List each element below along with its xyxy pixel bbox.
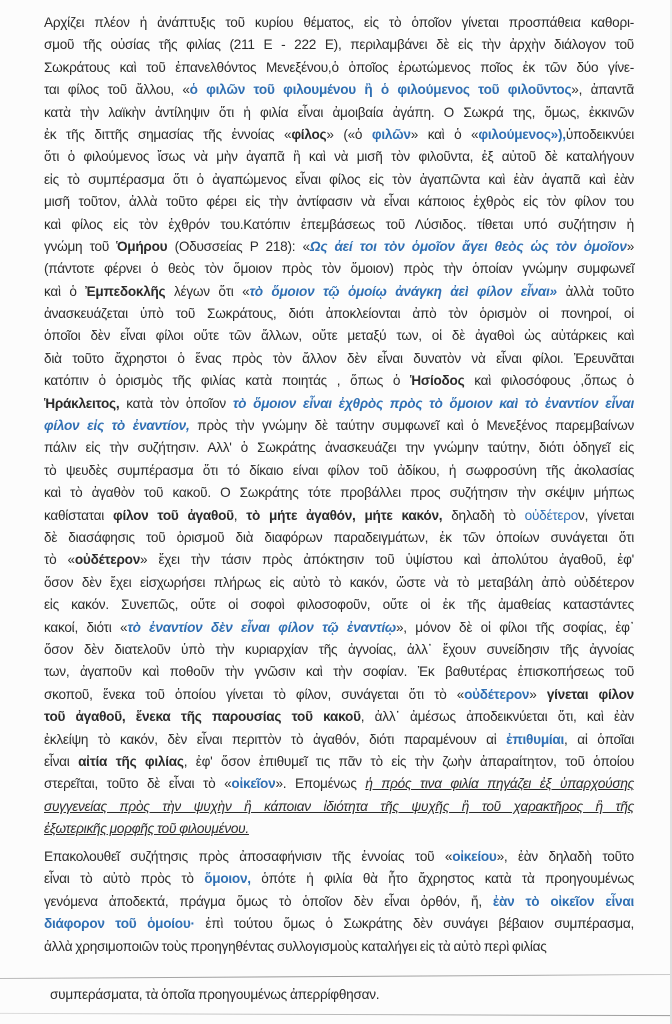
text-line bbox=[44, 868, 634, 890]
emphasized-text: τοῦ ἀγαθοῦ, ἕνεκα τῆς παρουσίας τοῦ κακοῦ bbox=[44, 709, 361, 725]
text-segment: ἀλλὰ τοῦτο bbox=[556, 283, 635, 299]
text-segment: καὶ ὁ bbox=[44, 283, 86, 299]
highlighted-quote: οἰκείου bbox=[452, 849, 497, 864]
emphasized-text: οὐδέτερον bbox=[74, 552, 141, 568]
emphasized-text: ἡ πρός τινα φιλία πηγάζει ἐξ ὑπαρχούσης bbox=[365, 776, 634, 792]
text-segment: (πάντοτε φέρνει ὁ θεὸς τὸν ὅμοιον πρὸς τὸν ὅμοιον) πρὸς τὴν ὁποίαν γνώμην συμφωνεῖ bbox=[44, 261, 634, 277]
text-segment: ὁποῖοι δὲν εἶναι φίλοι οὔτε τῶν ἄλλων, οὔτε μεταξύ των, οἱ δὲ ἀγαθοὶ ὡς αὐτάρκεις καὶ bbox=[44, 328, 634, 344]
text-segment: καὶ φιλοσόφους ,ὅπως ὁ bbox=[464, 373, 634, 389]
text-line bbox=[44, 617, 634, 639]
text-line bbox=[44, 572, 634, 594]
text-segment: εἰς τὸ συμπέρασμα ὅτι ὁ ἀγαπώμενος εἶναι φίλος εἰς τὸν ἀγαπῶντα καὶ ἐὰν ἀγαπᾶ καὶ ἐὰν bbox=[44, 171, 634, 187]
text-segment: εἶναι τὸ αὐτὸ πρὸς τὸ bbox=[44, 871, 205, 887]
page-fold-line bbox=[0, 974, 672, 979]
text-line bbox=[44, 325, 634, 347]
text-segment: κατὰ τὸν ὁποῖον bbox=[119, 395, 233, 411]
text-segment: » bbox=[529, 686, 547, 702]
text-segment: εἰς κακόν. Συνεπῶς, οὔτε οἱ σοφοὶ φιλοσοφοῦν, οὔτε οἱ ἐκ τῆς ἀμαθείας καταστάντες bbox=[44, 597, 634, 613]
text-segment: γνώμη τοῦ bbox=[44, 238, 117, 254]
text-line bbox=[44, 415, 634, 437]
highlighted-quote: ὅμοιον, bbox=[204, 871, 251, 887]
text-line bbox=[44, 661, 634, 683]
text-segment: σκοποῦ, ἕνεκα τοῦ ὁποίου γίνεται τὸ φίλον, συνάγεται ὅτι τὸ « bbox=[44, 686, 465, 702]
text-segment: », ἀπαντᾶ bbox=[571, 82, 635, 98]
emphasized-text: γίνεται φίλον bbox=[546, 686, 634, 702]
text-line bbox=[44, 936, 634, 958]
text-line bbox=[44, 639, 634, 661]
text-segment: » bbox=[626, 238, 634, 254]
text-line bbox=[44, 549, 634, 571]
text-segment: ὑποδεικνύει bbox=[565, 126, 634, 142]
highlighted-quote: οἰκεῖον bbox=[231, 776, 276, 792]
text-line bbox=[44, 437, 634, 459]
text-line bbox=[44, 79, 634, 101]
text-line bbox=[44, 505, 634, 527]
text-line bbox=[50, 984, 630, 1006]
text-segment: γενόμενα ἀποδεκτά, πράγμα ὅμως τὸ ὁποῖον δὲν εἶναι ὀρθόν, ἤ, bbox=[44, 893, 493, 909]
paragraph-conclusion bbox=[50, 984, 630, 1006]
text-line bbox=[44, 12, 634, 34]
text-segment: τὸ « bbox=[44, 552, 75, 568]
text-segment: καὶ φίλος εἰς τὸν ἐχθρόν του.Κατόπιν ἐπεμβάσεως τοῦ Λύσιδος. τίθεται υπό συζήτησιν ἡ bbox=[44, 216, 634, 232]
text-line bbox=[44, 169, 634, 191]
text-segment: εἶναι bbox=[44, 753, 79, 769]
paragraph-oikeion bbox=[44, 846, 634, 958]
text-segment: », ἐὰν δηλαδὴ τοῦτο bbox=[496, 849, 634, 864]
highlighted-quote: οὐδέτερον bbox=[464, 686, 530, 702]
text-segment: » ἔχει τὴν τάσιν πρὸς ἀπόκτησιν τοῦ ὑψίστου καὶ ἀπολύτου ἀγαθοῦ, ἐφ' bbox=[140, 552, 634, 568]
highlighted-quote: ἐπιθυμίαι bbox=[506, 731, 565, 747]
text-segment: κατὰ τὴν λαϊκὴν ἀντίληψιν ὅτι ἡ φιλία εἶναι ἀμοιβαία ἀγάπη. Ο Σωκρά της, ὅμως, ἐκκινῶν bbox=[44, 104, 634, 120]
text-segment: » («ὁ bbox=[326, 126, 372, 142]
text-segment: στερεῖται, τοῦτο δὲ εἶναι τὸ « bbox=[44, 776, 232, 792]
text-line bbox=[44, 236, 634, 258]
highlighted-quote: ἐὰν τὸ οἰκεῖον εἶναι bbox=[492, 893, 634, 909]
text-segment: κατόπιν ὁ ὁρισμὸς τῆς φιλίας κατὰ ποιητάς , ὅπως ὁ bbox=[44, 373, 411, 389]
emphasized-text: Ἡράκλειτος, bbox=[44, 395, 120, 411]
text-segment: των, ἀγαποῦν καὶ ποθοῦν τὴν γνῶσιν καὶ τὴν σοφίαν. Ἐκ βαθυτέρας ἐπισκοπήσεως τοῦ bbox=[44, 664, 634, 680]
text-segment: διὰ τοῦτο ἄχρηστοι ὁ ἕνας πρὸς τὸν ἄλλον δὲν εἶναι δυνατὸν νὰ εἶναι φίλοι. Ἐρευνᾶται bbox=[44, 350, 634, 366]
text-segment: ». Επομένως bbox=[275, 776, 366, 792]
text-line bbox=[44, 214, 634, 236]
text-line bbox=[44, 191, 634, 213]
text-line bbox=[44, 124, 634, 146]
highlighted-quote: φίλον εἰς τὸ ἐναντίον, bbox=[44, 418, 190, 434]
text-segment: ὁπότε ἡ φιλία θὰ ἦτο ἄχρηστος κατὰ τὰ προηγουμένως bbox=[250, 871, 634, 887]
text-segment: , αἱ ὁποῖαι bbox=[564, 731, 634, 747]
text-line bbox=[44, 684, 634, 706]
highlighted-quote: οὐδέτερο bbox=[524, 507, 579, 523]
text-segment: ἐκ τῆς διττῆς σημασίας τῆς ἐννοίας « bbox=[44, 126, 292, 142]
text-line bbox=[44, 818, 634, 840]
text-segment: ἀλλὰ χρησιμοποιῶν τοὺς προηγηθέντας συλλογισμοὺς καταλήγει εἰς τὰ αὐτὸ περὶ φιλίας bbox=[44, 938, 547, 954]
highlighted-quote: ὁ φιλῶν τοῦ φιλουμένου ἢ ὁ φιλούμενος τοῦ φιλοῦντος bbox=[189, 82, 572, 98]
text-segment: ται φίλος τοῦ ἄλλου, « bbox=[44, 82, 190, 98]
text-segment: Αρχίζει πλέον ἡ ἀνάπτυξις τοῦ κυρίου θέματος, εἰς τὸ ὁποῖον γίνεται προσπάθεια καθορι- bbox=[44, 15, 634, 30]
text-line bbox=[44, 729, 634, 751]
highlighted-quote: διάφορον τοῦ ὁμοίου· bbox=[44, 916, 195, 932]
text-line bbox=[44, 706, 634, 728]
text-line bbox=[44, 348, 634, 370]
emphasized-text: αἰτία τῆς φιλίας bbox=[78, 753, 184, 769]
text-segment: πάλιν εἰς τὴν συζήτησιν. Αλλ' ὁ Σωκράτης ἀνασκευάζει την γνώμην ταύτην, διότι ὁδηγεῖ εἰς bbox=[44, 440, 634, 456]
text-segment: ὅσον δὲν διατελοῦν ὑπὸ τὴν κυριαρχίαν τῆς ἀγνοίας, ἀλλ᾽ ἔχουν συνείδησιν τῆς ἀγνοίας bbox=[44, 641, 634, 657]
text-line bbox=[44, 913, 634, 935]
text-line bbox=[44, 34, 634, 56]
text-line bbox=[44, 594, 634, 616]
text-segment: » καὶ ὁ « bbox=[410, 126, 479, 142]
text-line bbox=[44, 773, 634, 795]
text-segment: πρὸς τὴν γνώμην δὲ ταύτην συμφωνεῖ καὶ ὁ Μενεξένος παρεμβαίνων bbox=[189, 418, 635, 434]
text-segment: ἀνασκευάζεται ὑπὸ τοῦ Σωκράτους, διότι ἀποκλείονται ἀπὸ τὸν ὁρισμὸν οἱ πονηροί, οἱ bbox=[44, 306, 634, 322]
text-segment: σμοῦ τῆς οὐσίας τῆς φιλίας (211 Ε - 222 Ε), περιλαμβάνει δὲ εἰς τὴν ἀρχὴν διάλογον τοῦ bbox=[44, 37, 634, 53]
text-line bbox=[44, 482, 634, 504]
highlighted-quote: φιλῶν bbox=[371, 126, 411, 142]
text-line bbox=[44, 460, 634, 482]
text-segment: ἐκλείψη τὸ κακόν, δὲν εἶναι περιττὸν τὸ ἀγαθόν, διότι παραμένουν αἱ bbox=[44, 731, 507, 747]
highlighted-quote: τὸ ὅμοιον εἶναι ἐχθρὸς πρὸς τὸ ὅμοιον καὶ τὸ ἐναντίον εἶναι bbox=[232, 395, 634, 411]
emphasized-text: φίλον τοῦ ἀγαθοῦ bbox=[112, 507, 234, 523]
emphasized-text: συγγενείας πρὸς τὴν ψυχὴν ἢ κάποιαν ἰδιότητα τῆς ψυχῆς ἢ τοῦ χαρακτῆρος ἢ τῆς bbox=[44, 798, 634, 814]
text-segment: ὅτι ὁ φιλούμενος ἴσως νὰ μὴν ἀγαπᾶ ἢ καὶ νὰ μισῆ τὸν φιλοῦντα, ἐξ αὐτοῦ δὲ καταλήγουν bbox=[44, 149, 634, 165]
text-line bbox=[44, 846, 634, 868]
text-segment: λέγων ὅτι « bbox=[165, 283, 250, 299]
text-segment: καθίσταται bbox=[44, 507, 113, 523]
paragraph-main bbox=[44, 12, 634, 840]
text-line bbox=[44, 303, 634, 325]
emphasized-text: Ὁμήρου bbox=[116, 238, 168, 254]
text-segment: δὲ διασάφησις τοῦ ὁρισμοῦ διὰ διαφόρων παραδειγμάτων, ἐκ τῶν ὁποίων συνάγεται ὅτι bbox=[44, 529, 634, 545]
text-segment: ν, γίνεται bbox=[578, 507, 634, 523]
text-segment: », μόνον δὲ οἱ φίλοι τῆς σοφίας, ἐφ᾽ bbox=[395, 619, 635, 635]
text-line bbox=[44, 796, 634, 818]
text-segment: , ἀλλ᾽ ἀμέσως ἀποδεικνύεται ὅτι, καὶ ἐὰν bbox=[360, 709, 634, 725]
text-segment: , bbox=[233, 507, 247, 523]
text-segment: ἐπὶ τούτου ὅμως ὁ Σωκράτης δὲν συνάγει βέβαιον συμπέρασμα, bbox=[194, 916, 634, 932]
highlighted-quote: τὸ ὅμοιον τῷ ὁμοίῳ ἀνάγκη ἀεὶ φίλον εἶναι» bbox=[249, 283, 557, 299]
emphasized-text: ἐξωτερικῆς μορφῆς τοῦ φιλουμένου. bbox=[44, 821, 249, 837]
text-line bbox=[44, 146, 634, 168]
text-segment: συμπεράσματα, τὰ ὁποῖα προηγουμένως ἀπερρίφθησαν. bbox=[50, 987, 380, 1002]
text-segment: τὸ ψευδὲς συμπέρασμα ὅτι τό δίκαιο είναι φίλον τοῦ ἀδίκου, ἡ σωφροσύνη τῆς ἀκολασίας bbox=[44, 462, 634, 478]
emphasized-text: Ἡσίοδος bbox=[410, 373, 465, 389]
text-segment: καὶ τὸ ἀγαθὸν τοῦ κακοῦ. Ο Σωκράτης τότε προβάλλει προς συζήτησιν τὴν σκέψιν μήπως bbox=[44, 485, 634, 501]
text-segment: κακοί, διότι « bbox=[44, 619, 128, 635]
text-line bbox=[44, 393, 634, 415]
text-line bbox=[44, 751, 634, 773]
page-edge-line bbox=[0, 1013, 672, 1016]
highlighted-quote: φιλούμενος»), bbox=[478, 126, 566, 142]
text-segment: Σωκράτους καὶ τοῦ ἐπανελθόντος Μενεξένου,ὁ ὁποῖος ἐρωτώμενος ποῖος ἐκ τῶν δύο γίνε- bbox=[44, 59, 634, 75]
text-line bbox=[44, 281, 634, 303]
text-segment: δηλαδὴ τὸ bbox=[442, 507, 525, 523]
text-segment: ὅσον δὲν ἔχει εἰσχωρήσει πλήρως εἰς αὐτὸ τὸ κακόν, ὥστε νὰ τὸ μεταβάλη ἀπὸ οὐδέτερον bbox=[44, 574, 634, 590]
text-segment: (Οδυσσείας Ρ 218): « bbox=[167, 238, 310, 254]
emphasized-text: τὸ μήτε ἀγαθόν, μήτε κακόν, bbox=[246, 507, 443, 523]
text-line bbox=[44, 258, 634, 280]
highlighted-quote: τὸ ἐναντίον δὲν εἶναι φίλον τῷ ἐναντίῳ bbox=[127, 619, 396, 635]
text-line bbox=[44, 57, 634, 79]
text-line bbox=[44, 370, 634, 392]
text-segment: Επακολουθεῖ συζήτησις πρὸς ἀποσαφήνισιν τῆς ἐννοίας τοῦ « bbox=[44, 849, 453, 864]
emphasized-text: φίλος bbox=[291, 126, 327, 142]
text-segment: μισῆ τοῦτον, ἀλλὰ τοῦτο φέρει εἰς τὴν ἀντίφασιν νὰ εἶναι κάποιος ἐχθρὸς εἰς τὸν φίλον του bbox=[44, 194, 634, 210]
text-segment: , ἐφ' ὅσον ἐπιθυμεῖ τις πᾶν τὸ εἰς τὴν ζωὴν ἀπαραίτητον, τοῦ ὁποίου bbox=[183, 753, 635, 769]
text-line bbox=[44, 102, 634, 124]
text-line bbox=[44, 891, 634, 913]
highlighted-quote: Ως ἀεί τοι τὸν ὁμοῖον ἄγει θεὸς ὡς τὸν ὁμοῖον bbox=[309, 238, 627, 254]
emphasized-text: Ἐμπεδοκλῆς bbox=[85, 283, 166, 299]
text-line bbox=[44, 527, 634, 549]
